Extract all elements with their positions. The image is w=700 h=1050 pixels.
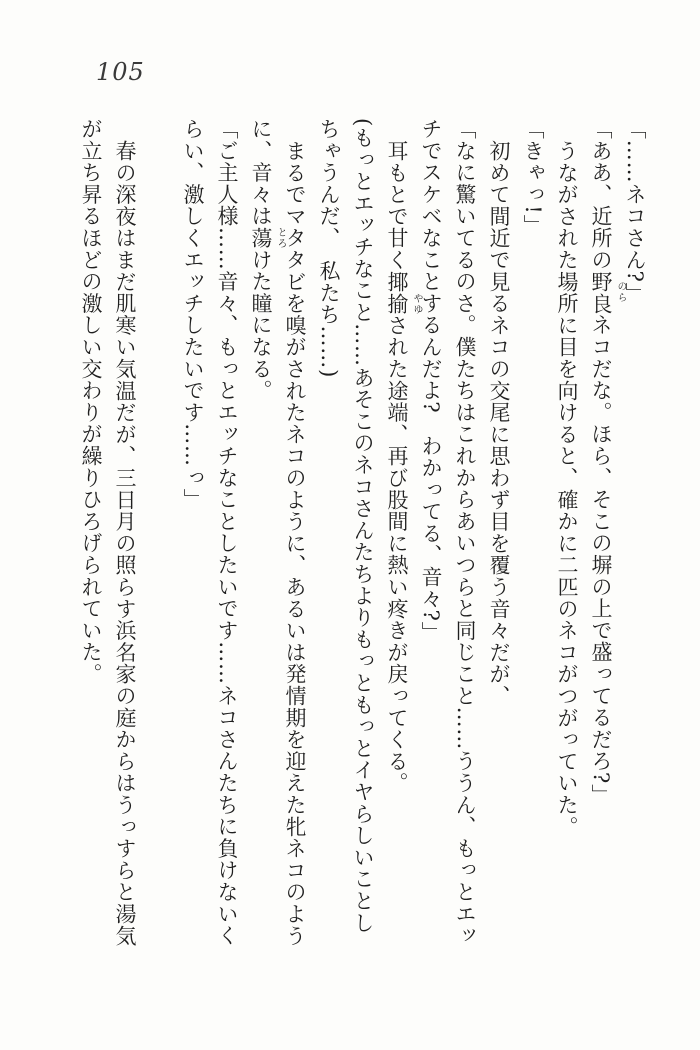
text-line: が立ち昇るほどの激しい交わりが繰りひろげられていた。 [79,118,103,685]
furigana: とろ [275,226,286,249]
furigana-base: 蕩 とろ [249,226,286,249]
text-line: 春の深夜はまだ肌寒い気温だが、三日月の照らす浜名家の庭からはうっすらと湯気 [113,140,137,947]
text-line: まるでマタタビを嗅がされたネコのように、あるいは発情期を迎えた牝ネコのよう [283,140,307,947]
text-line: チでスケベなことするんだよ? わかってる、音々?」 [419,118,443,644]
text-line: 耳もとで甘く揶揄 やゆ された途端、再び股間に熱い疼きが戻ってくる。 [385,140,422,795]
text-line: 「ご主人様……音々、もっとエッチなことしたいです……ネコさんたちに負けないく [215,118,239,947]
blank-line [142,118,176,1030]
text-line: 初めて間近で見るネコの交尾に思わず目を覆う音々だが、 [487,140,511,707]
text-line: 「ああ、近所の野良 のら ネコだな。ほら、そこの塀の上で盛ってるだろ?」 [589,118,626,806]
text-line: 「なに驚いてるのさ。僕たちはこれからあいつらと同じこと……ううん、もっとエッ [453,118,477,947]
text-area [74,118,652,1030]
text-line: (もっとエッチなこと……あそこのネコさんたちよりもっともっとイヤらしいことし [351,118,375,934]
text-line: 「……ネコさん?」 [623,118,647,305]
text-line: らい、激しくエッチしたいです……っ」 [181,118,205,511]
text-line: 「きゃっ!」 [521,118,545,237]
text-line: に、音々は蕩 とろ けた瞳になる。 [249,118,286,402]
page-number: 105 [96,58,145,86]
furigana-base: 野良 のら [589,270,626,315]
furigana: のら [615,281,626,304]
text-line: ちゃうんだ、 私たち……) [317,118,341,379]
text-line: うながされた場所に目を向けると、確かに二匹のネコがつがっていた。 [555,140,579,838]
furigana: やゆ [411,292,422,315]
furigana-base: 揶揄 やゆ [385,270,422,315]
